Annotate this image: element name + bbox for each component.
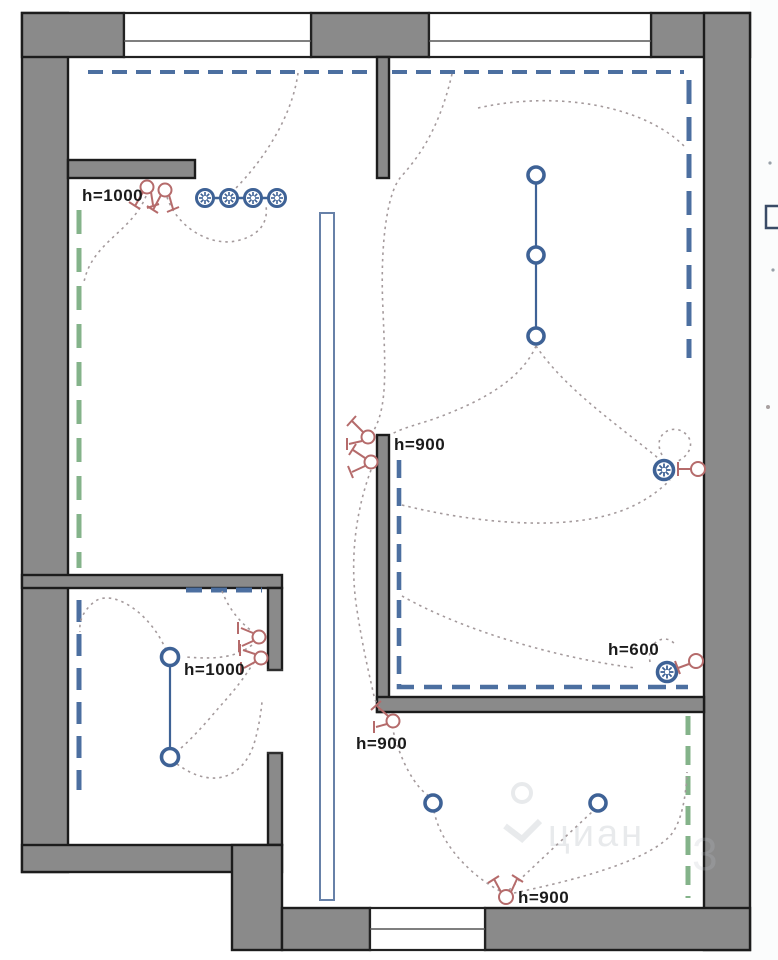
legend-fragment-dot (766, 405, 770, 409)
wall-midroom-left (377, 435, 389, 712)
height-label: h=1000 (82, 186, 144, 205)
wall-top-divider (377, 57, 389, 178)
ceiling-light-icon (162, 649, 179, 666)
height-label: h=900 (518, 888, 570, 907)
wall-bottom-a (282, 908, 370, 950)
height-label: h=600 (608, 640, 660, 659)
walls (22, 13, 750, 950)
wall-outlets (129, 181, 705, 905)
page-margin (750, 0, 778, 960)
height-label: h=1000 (184, 660, 246, 679)
height-label: h=900 (394, 435, 446, 454)
wire-path (659, 429, 690, 462)
spotlight-icon (245, 190, 262, 207)
wire-path (434, 811, 500, 891)
track-spotlights (196, 190, 286, 207)
wall-top-pier (311, 13, 429, 57)
watermark-text: циан (548, 813, 646, 855)
wire-path (234, 73, 298, 190)
fan-icon (658, 663, 677, 682)
outlet-icon (678, 462, 705, 476)
wire-path (186, 645, 252, 658)
wall-bottomleft-room-right-lower (268, 753, 282, 845)
height-labels (82, 186, 659, 907)
outlet-icon (675, 654, 703, 674)
ceiling-light-icon (528, 167, 544, 183)
wall-left (22, 13, 68, 872)
window-top-right (429, 13, 651, 57)
wire-path (177, 702, 262, 778)
fan-icon (655, 461, 674, 480)
watermark-digit: 3 (692, 828, 718, 880)
wire-path (536, 346, 658, 458)
window-bottom (370, 908, 485, 950)
wall-bottom-b (485, 908, 750, 950)
wall-step (232, 845, 282, 950)
outlet-icon (348, 444, 378, 478)
wire-path (402, 596, 636, 668)
spotlight-icon (221, 190, 238, 207)
watermark (505, 784, 718, 880)
wall-midroom-bottom (377, 697, 704, 712)
door-opening (267, 670, 283, 753)
wall-bottomleft-room-top (22, 575, 282, 588)
ceiling-light-icon (425, 795, 441, 811)
wire-path (84, 196, 146, 282)
wall-bottomleft-room-right-upper (268, 588, 282, 670)
wire-path (478, 101, 686, 148)
wall-right (704, 13, 750, 950)
outlet-icon (347, 416, 375, 450)
ceiling-light-icon (590, 795, 606, 811)
legend-fragment-dot (771, 268, 774, 271)
window-top-left (124, 13, 311, 57)
wire-path (80, 598, 166, 650)
wall-notch-topleft (68, 160, 195, 178)
ceiling-light-icon (162, 749, 179, 766)
height-label: h=900 (356, 734, 408, 753)
ceiling-light-icon (528, 328, 544, 344)
ceiling-light-icon (528, 247, 544, 263)
legend-fragment-dot (768, 161, 771, 164)
outlet-icon (238, 622, 266, 652)
sliding-partition (320, 213, 334, 900)
wire-path (392, 346, 536, 434)
spotlight-icon (269, 190, 286, 207)
wall-top-a (22, 13, 124, 57)
spotlight-icon (197, 190, 214, 207)
wire-path (402, 480, 670, 523)
